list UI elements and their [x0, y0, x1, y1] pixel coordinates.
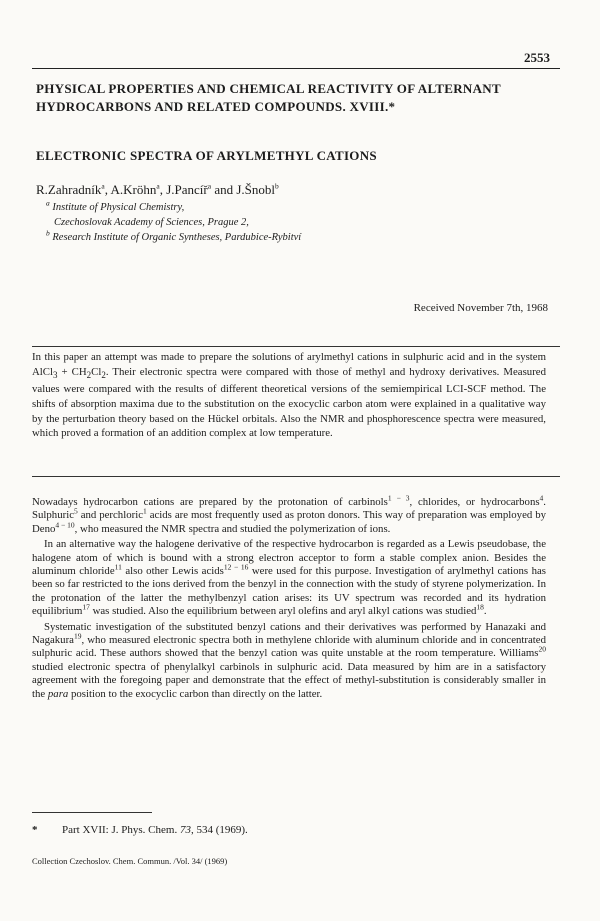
- author-name: J.Šnobl: [236, 182, 275, 197]
- affiliations: [46, 200, 301, 245]
- citation: 12 − 16: [223, 562, 249, 572]
- affiliation-a-line2: Czechoslovak Academy of Sciences, Prague 2,: [54, 217, 249, 228]
- affiliation-mark: a: [156, 181, 160, 191]
- paragraph: In an alternative way the halogene derivative of the respective hydrocarbon is regarded as a Lewis pseudobase, the halogene atom of which is bound with a strong electron acceptor to form a stable complex anion. Besides the aluminum chloride$^{11}$ also other Lewis acids$^{12 - 16}$ were used for this purpose. Investigation of arylmethyl cations has been so far restricted to the ions derived from the benzyl in the connection with the study of styrene polymerization. In the protonation of the latter the methylbenzyl cation arises: its UV spectrum was recorded and its hydration equilibrium$^{17}$ was studied. Also the equilibrium between aryl olefins and aryl alkyl cations was studied$^{18}$.: [32, 538, 546, 618]
- footnote-mark: *: [32, 824, 38, 836]
- citation: 11: [114, 562, 122, 572]
- affiliation-mark: a: [207, 181, 212, 191]
- citation: 5: [74, 506, 78, 516]
- paper-subtitle: ELECTRONIC SPECTRA OF ARYLMETHYL CATIONS: [36, 148, 377, 163]
- citation: 20: [538, 644, 546, 654]
- affiliation-mark: a: [101, 181, 105, 191]
- paper-title: PHYSICAL PROPERTIES AND CHEMICAL REACTIVITY OF ALTERNANT HYDROCARBONS AND RELATED COMPOUNDS. XVIII.*: [36, 81, 501, 114]
- citation: 17: [82, 602, 90, 612]
- page-number: 2553: [524, 50, 550, 65]
- abstract-rule-top: [32, 346, 560, 347]
- abstract: In this paper an attempt was made to prepare the solutions of arylmethyl cations in sulphuric acid and in the system AlCl$_3$ + $CH_2Cl_2$. Their electronic spectra were compared with those of methyl and hydroxy derivatives. Measured values were compared with the results of different theoretical versions of the semiempirical LCI-SCF method. The shifts of absorption maxima due to the substitution on the exocyclic carbon atom were explained in a qualitative way by the perturbation theory based on the Hückel orbitals. Also the NMR and phosphorescence spectra were measured, which proved a formation of an addition complex at low temperature.: [32, 351, 546, 440]
- citation: 18: [476, 602, 484, 612]
- abstract-rule-bottom: [32, 476, 560, 477]
- journal-citation: Collection Czechoslov. Chem. Commun. /Vol. 34/ (1969): [32, 856, 228, 866]
- citation: 4: [539, 493, 544, 503]
- paragraph: Systematic investigation of the substituted benzyl cations and their derivatives was performed by Hanazaki and Nagakura$^{19}$, who measured electronic spectra both in methylene chloride with aluminum chloride and in concentrated sulphuric acid. These authors showed that the benzyl cation was quite unstable at the room temperature. Williams$^{20}$ studied electronic spectra of phenylalkyl carbinols in sulphuric acid. Data measured by him are in a satisfactory agreement with the foregoing paper and demonstrate that the effect of methyl-substitution is considerably smaller in the para position to the exocyclic carbon than directly on the latter.: [32, 620, 546, 700]
- received-date: Received November 7th, 1968: [413, 302, 548, 314]
- citation: 4 − 10: [55, 520, 75, 530]
- footnote-rule: [32, 812, 152, 813]
- affiliation-b: $^b$ Research Institute of Organic Syntheses, Pardubice-Rybitví: [46, 228, 302, 243]
- affiliation-mark: b: [275, 181, 279, 191]
- author-list: R.Zahradník$^a$, A.Kröhn$^a$, J.Pancíř$^a$ and J.Šnobl$^b$: [36, 181, 279, 197]
- body-text: [32, 493, 547, 703]
- author-conjunction: and: [214, 182, 234, 197]
- citation: 1 − 3: [387, 493, 410, 503]
- author-name: R.Zahradník: [36, 182, 102, 197]
- citation: 19: [73, 631, 82, 641]
- author-name: J.Pancíř: [166, 182, 208, 197]
- header-rule: [32, 68, 560, 69]
- footnote: * Part XVII: J. Phys. Chem. 73, 534 (1969).: [32, 824, 248, 836]
- affiliation-a: $^a$ Institute of Physical Chemistry,: [46, 198, 185, 213]
- citation: 1: [143, 506, 147, 516]
- paragraph: Nowadays hydrocarbon cations are prepared by the protonation of carbinols$^{1 - 3}$, chlorides, or hydrocarbons$^4$. Sulphuric$^5$ and perchloric$^1$ acids are most frequently used as proton donors. This way of preparation was employed by Deno$^{4 - 10}$, who measured the NMR spectra and studied the polymerization of ions.: [32, 493, 547, 535]
- author-name: A.Kröhn: [110, 182, 157, 197]
